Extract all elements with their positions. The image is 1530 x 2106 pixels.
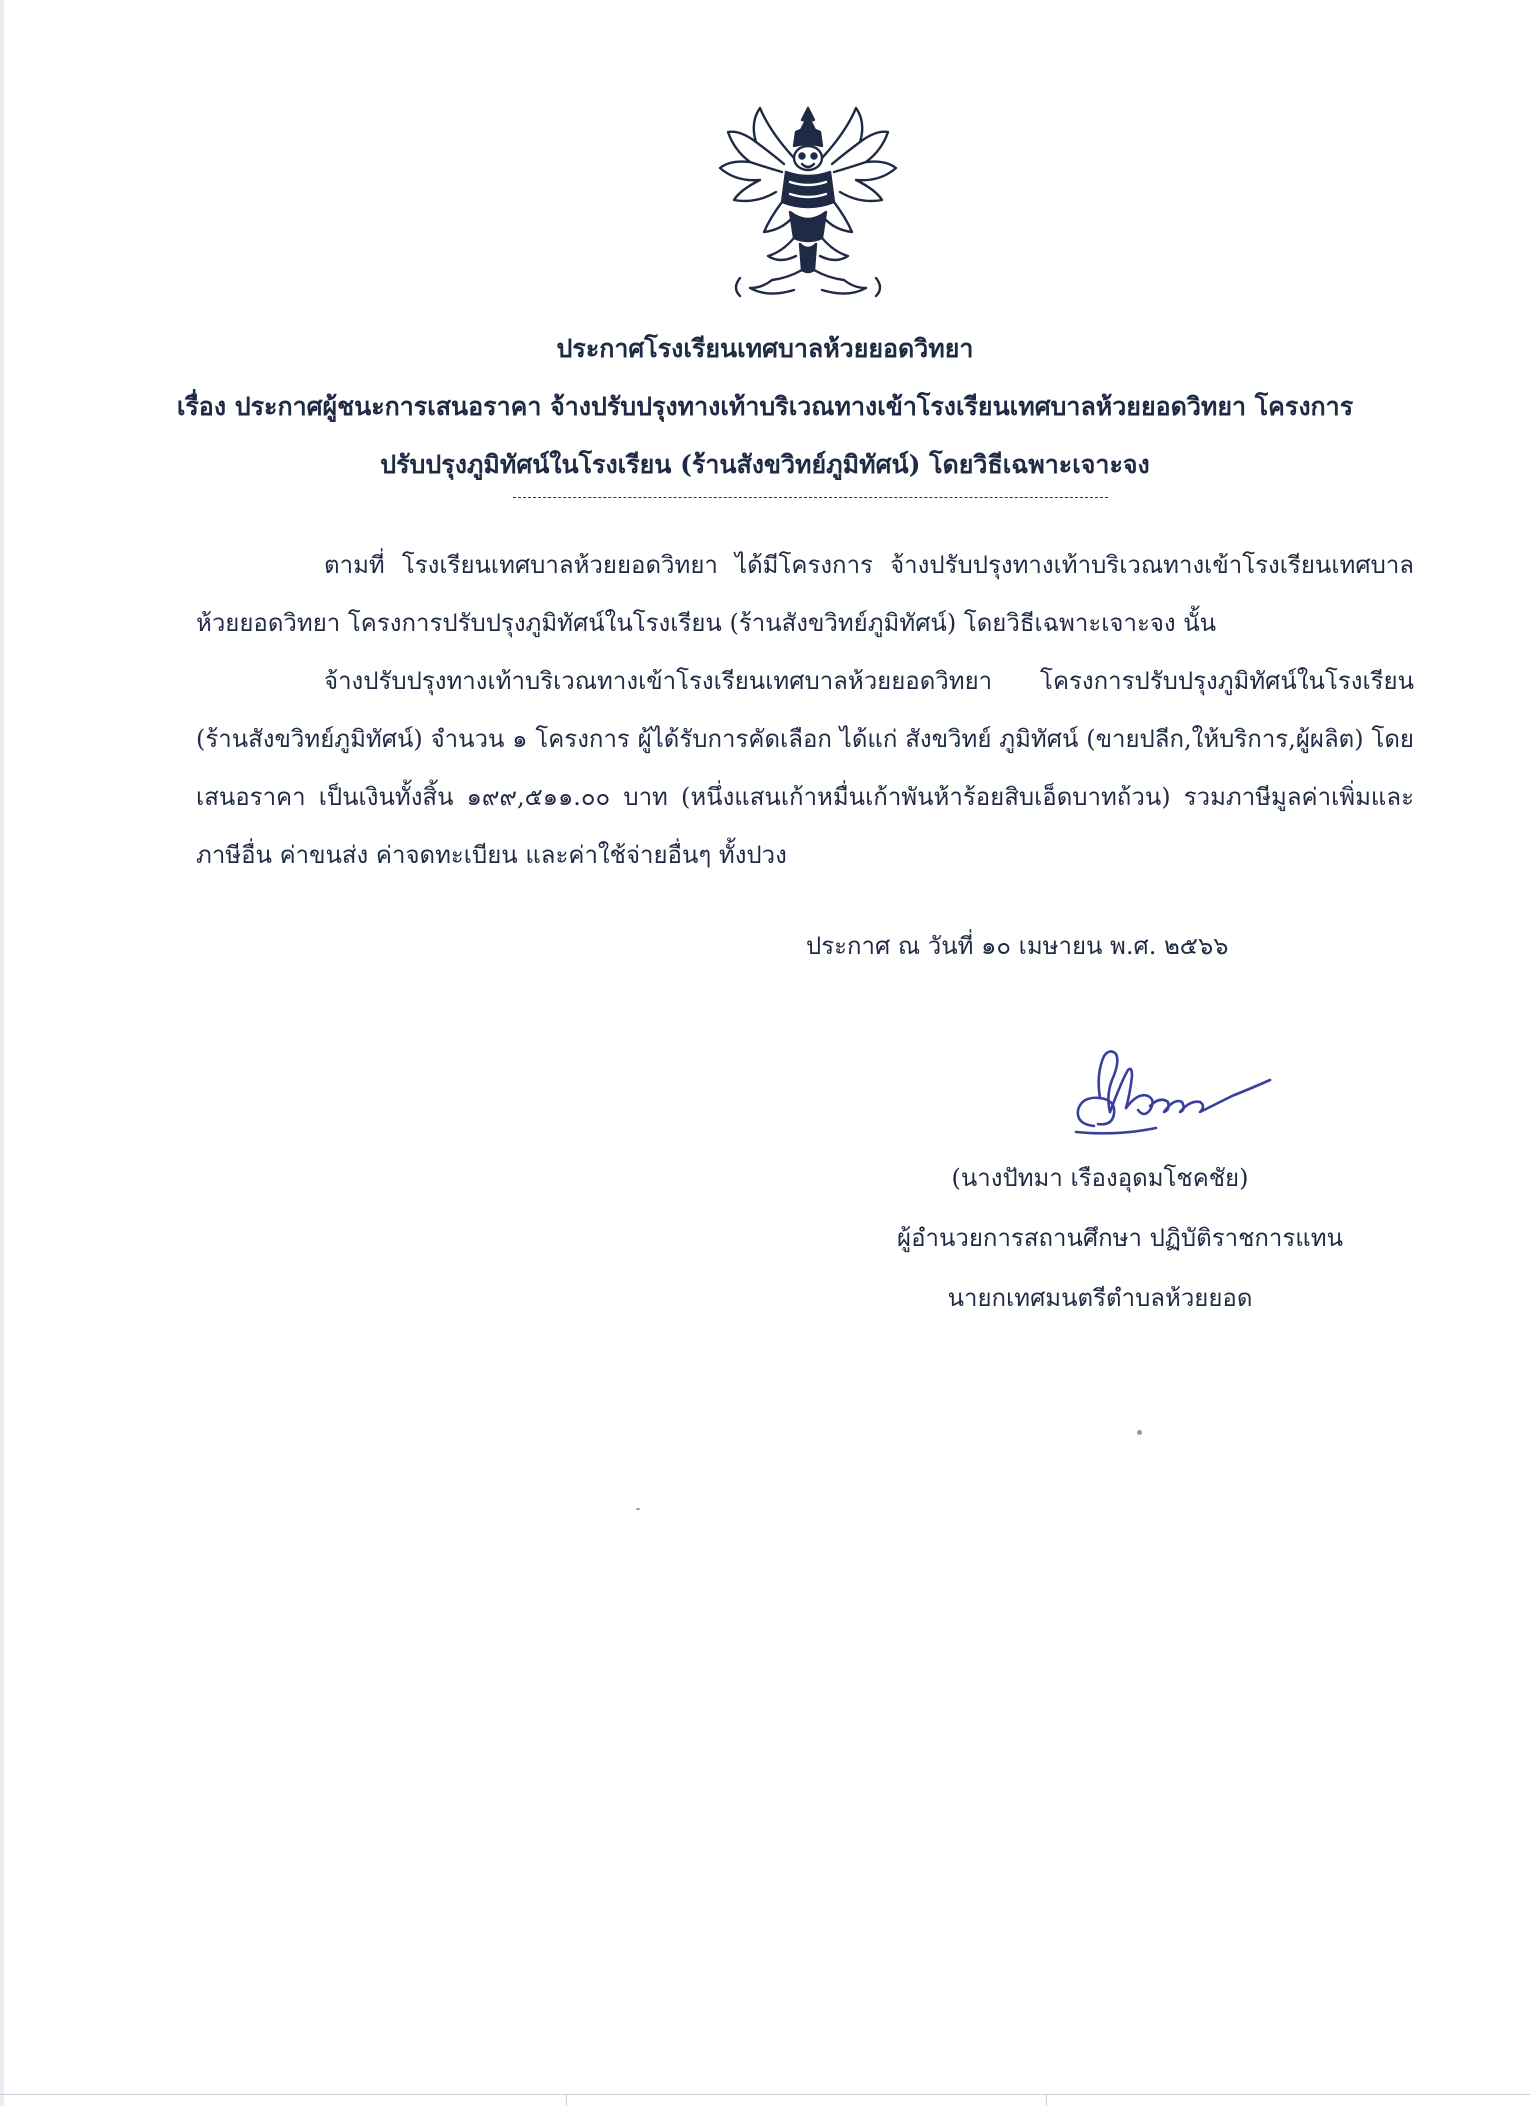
body-paragraph-1: ตามที่ โรงเรียนเทศบาลห้วยยอดวิทยา ได้มีโครงการ จ้างปรับปรุงทางเท้าบริเวณทางเข้าโรงเรียนเทศบาลห้วยยอดวิทยา โครงการปรับปรุงภูมิทัศน์ในโรงเรียน (ร้านสังขวิทย์ภูมิทัศน์) โดยวิธีเฉพาะเจาะจง นั้น [196,551,1414,637]
body-paragraph-2: จ้างปรับปรุงทางเท้าบริเวณทางเข้าโรงเรียนเทศบาลห้วยยอดวิทยา โครงการปรับปรุงภูมิทัศน์ในโรงเรียน (ร้านสังขวิทย์ภูมิทัศน์) จำนวน ๑ โครงการ ผู้ได้รับการคัดเลือก ได้แก่ สังขวิทย์ ภูมิทัศน์ (ขายปลีก,ให้บริการ,ผู้ผลิต) โดยเสนอราคา เป็นเงินทั้งสิ้น ๑๙๙,๕๑๑.๐๐ บาท (หนึ่งแสนเก้าหมื่นเก้าพันห้าร้อยสิบเอ็ดบาทถ้วน) รวมภาษีมูลค่าเพิ่มและภาษีอื่น ค่าขนส่ง ค่าจดทะเบียน และค่าใช้จ่ายอื่นๆ ทั้งปวง [196,667,1414,869]
page-bottom-edge [0,2094,1530,2095]
scan-speck [636,1508,640,1510]
signatory-position-1: ผู้อำนวยการสถานศึกษา ปฏิบัติราชการแทน [897,1224,1343,1252]
subject-line-2: ปรับปรุงภูมิทัศน์ในโรงเรียน (ร้านสังขวิทย์ภูมิทัศน์) โดยวิธีเฉพาะเจาะจง [380,450,1150,479]
signatory-name: (นางปัทมา เรืองอุดมโชคชัย) [951,1164,1249,1192]
subject-line-1: เรื่อง ประกาศผู้ชนะการเสนอราคา จ้างปรับปรุงทางเท้าบริเวณทางเข้าโรงเรียนเทศบาลห้วยยอดวิทยา โครงการ [176,392,1354,421]
page-bottom-tick [1046,2094,1047,2106]
title-separator [513,497,1108,498]
signature-icon [1056,1040,1286,1150]
garuda-emblem-icon [710,102,906,302]
scan-speck [1137,1430,1142,1435]
page-bottom-tick [566,2094,567,2106]
announcement-title: ประกาศโรงเรียนเทศบาลห้วยยอดวิทยา [556,334,974,363]
signatory-position-2: นายกเทศมนตรีตำบลห้วยยอด [947,1284,1253,1312]
page-edge [0,0,4,2106]
announcement-date: ประกาศ ณ วันที่ ๑๐ เมษายน พ.ศ. ๒๕๖๖ [806,932,1229,960]
